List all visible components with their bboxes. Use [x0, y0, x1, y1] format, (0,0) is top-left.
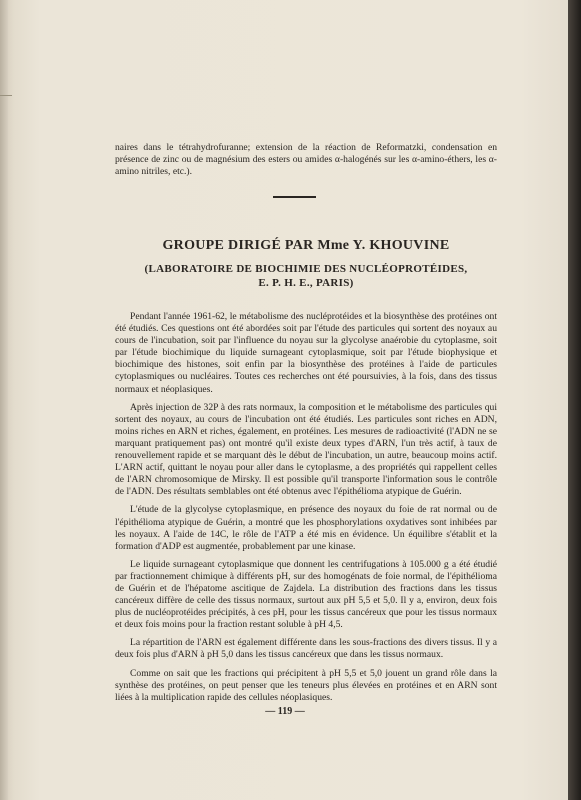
- section-divider-rule: [273, 196, 316, 198]
- continued-paragraph-block: [115, 142, 497, 184]
- section-title: GROUPE DIRIGÉ PAR Mme Y. KHOUVINE: [162, 238, 450, 253]
- paragraph-5: La répartition de l'ARN est également différente dans les sous-fractions des divers tissus. Il y a deux fois plus d'ARN à pH 5,0 dans les tissus cancéreux que dans les tissus normaux.: [115, 637, 497, 661]
- paragraph-2: Après injection de 32P à des rats normaux, la composition et le métabolisme des particules qui sortent des noyaux, au cours de l'incubation ont été étudiés. Les particules sont riches en ADN, moins riches en ARN et riches, également, en protéines. Les mesures de radioactivité (l'ADN ne se marquant pratiquement pas) ont montré qu'il existe deux types d'ARN, l'un très actif, à taux de renouvellement rapide et se marquant dès le début de l'incubation, un autre, beaucoup moins actif. L'ARN actif, quittant le noyau pour aller dans le cytoplasme, a des propriétés qui rappellent celles de l'ARN chromosomique de Mirsky. Il est possible qu'il transporte l'information sous le contrôle de l'ADN. Des résultats semblables ont été obtenus avec l'épithélioma atypique de Guérin.: [115, 401, 497, 498]
- page-binding-edge: [0, 0, 8, 800]
- section-subtitle-line-2: E. P. H. E., PARIS): [258, 277, 354, 289]
- page-number: — 119 —: [265, 706, 305, 717]
- paragraph-6: Comme on sait que les fractions qui précipitent à pH 5,5 et 5,0 jouent un grand rôle dans la synthèse des protéines, on peut penser que les teneurs plus élevées en protéines et en ARN sont liées à la multiplication rapide des cellules néoplasiques.: [115, 667, 497, 703]
- body-text: [115, 311, 497, 710]
- paragraph-4: Le liquide surnageant cytoplasmique que donnent les centrifugations à 105.000 g a été étudié par fractionnement chimique à différents pH, sur des homogénats de foie normal, de l'épithélioma de Guérin et de l'hépatome ascitique de Zajdela. La distribution des fractions dans les tissus cancéreux diffère de celle des tissus normaux, surtout aux pH 5,5 et 5,0. Il y a, environ, deux fois plus de nucléoprotéides précipités, à ces pH, pour les tissus cancéreux que pour les tissus normaux et deux fois moins pour la fraction restant soluble à pH 4,5.: [115, 558, 497, 631]
- binding-mark: [0, 95, 12, 96]
- scan-background-edge: [568, 0, 581, 800]
- section-subtitle-line-1: (LABORATOIRE DE BIOCHIMIE DES NUCLÉOPROTÉIDES,: [144, 263, 468, 275]
- continued-paragraph: naires dans le tétrahydrofuranne; extension de la réaction de Reformatzki, condensation en présence de zinc ou de magnésium des esters ou amides α-halogénés sur les α-amino-éthers, les α-amino nitriles, etc.).: [115, 142, 497, 178]
- paragraph-3: L'étude de la glycolyse cytoplasmique, en présence des noyaux du foie de rat normal ou de l'épithélioma atypique de Guérin, a montré que les phosphorylations oxydatives sont inhibées par les noyaux. A l'aide de 14C, le rôle de l'ATP a été mis en évidence. Un équilibre s'établit et la formation d'ADP est augmentée, probablement par une kinase.: [115, 504, 497, 552]
- paragraph-1: Pendant l'année 1961-62, le métabolisme des nucléprotéides et la biosynthèse des protéines ont été étudiés. Ces questions ont été abordées soit par l'étude des particules qui sortent des noyaux au cours de l'incubation, soit par l'influence du noyau sur la glycolyse anaérobie du cytoplasme, soit par l'étude biochimique du liquide surnageant cytoplasmique, soit par l'étude biophysique et biochimique des histones, soit enfin par la biosynthèse des protéines à l'aide de particules cytoplasmiques ou nucléaires. Toutes ces recherches ont été poursuivies, à la fois, dans des tissus normaux et néoplasiques.: [115, 311, 497, 395]
- section-subtitle: [110, 262, 502, 290]
